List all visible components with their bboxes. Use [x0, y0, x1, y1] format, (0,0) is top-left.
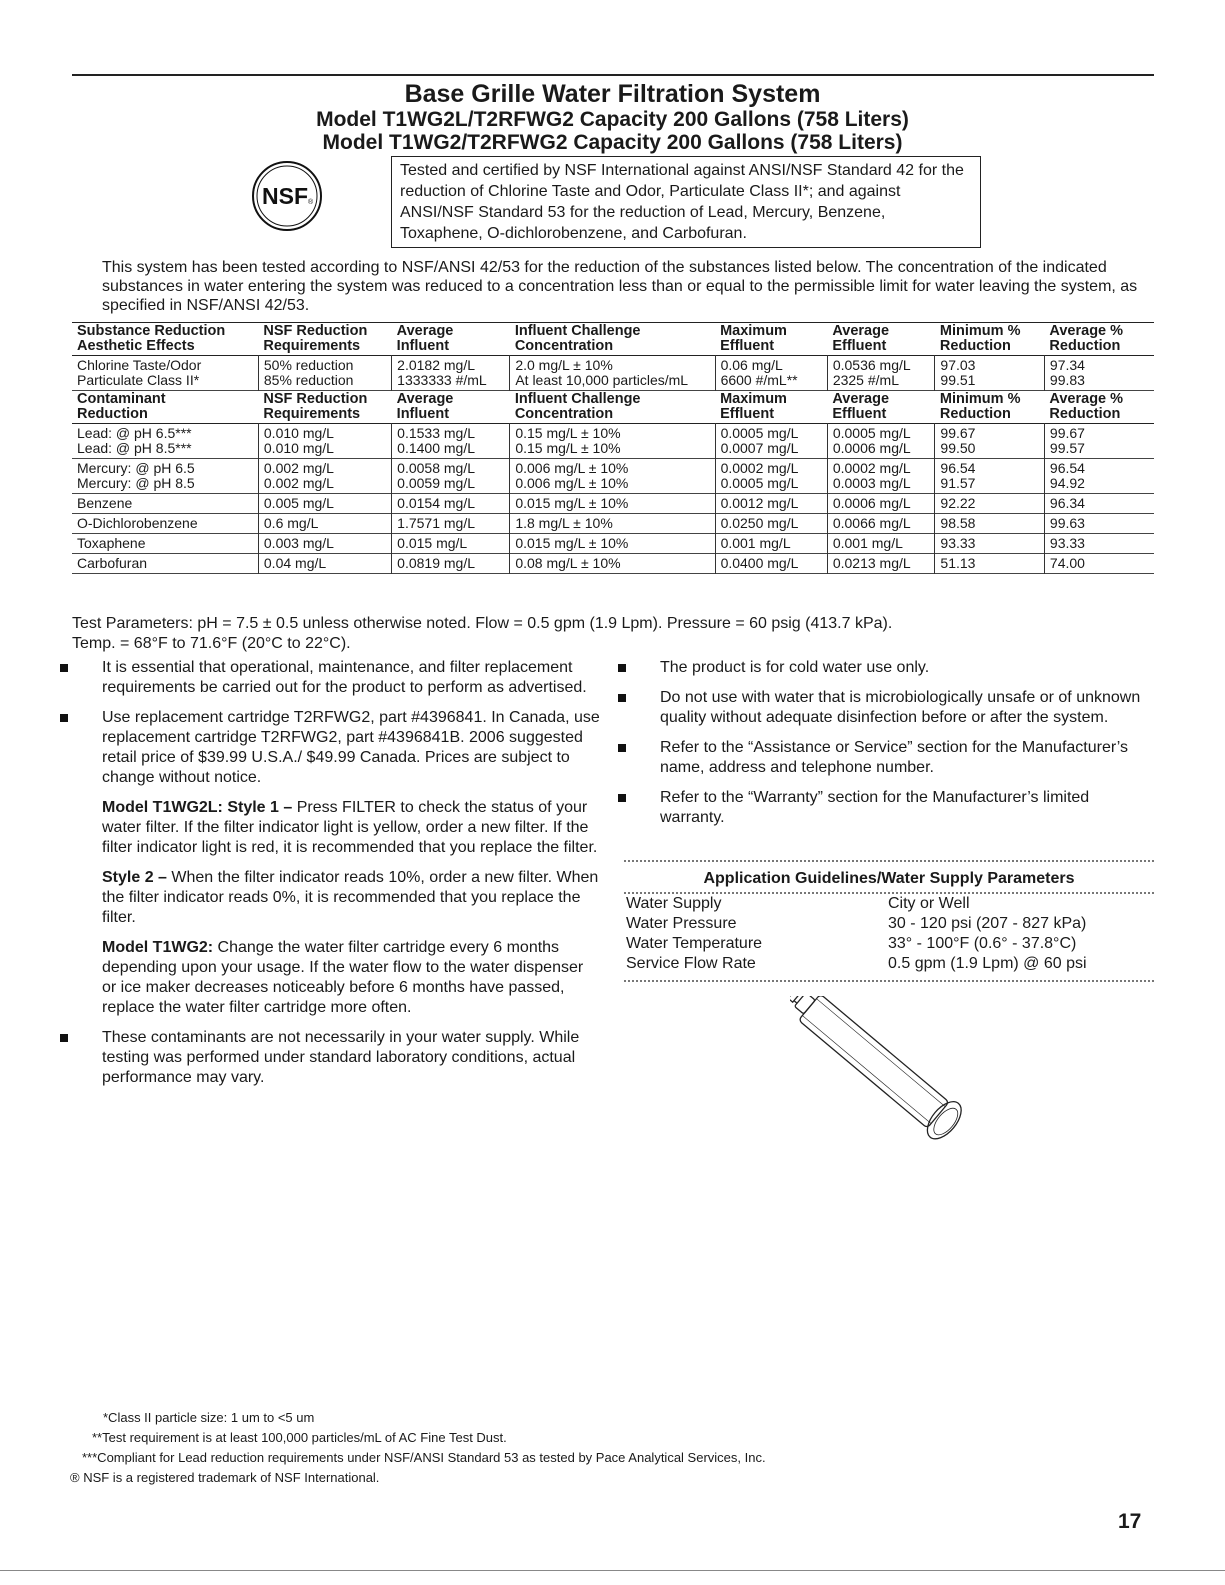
- table-cell-line: 6600 #/mL**: [720, 372, 798, 388]
- certification-box: Tested and certified by NSF International against ANSI/NSF Standard 42 for the reduction of Chlorine Taste and Odor, Particulate Class II*; and against ANSI/NSF Standard 53 for the reduction of Lead, Mercury, Benzene, Toxaphene, O-dichlorobenzene, and Carbofuran.: [391, 156, 981, 248]
- table-cell: [392, 424, 510, 459]
- list-item: [618, 738, 1158, 778]
- table-cell: [72, 514, 258, 534]
- table-cell: [72, 356, 258, 391]
- table-cell-line: 2.0 mg/L ± 10%: [515, 357, 613, 373]
- table-cell-line: 0.003 mg/L: [263, 535, 334, 551]
- table-cell: [258, 494, 391, 514]
- table-cell-line: Effluent: [832, 406, 887, 422]
- table-cell-line: 0.0005 mg/L: [720, 425, 799, 441]
- table-cell: [258, 554, 391, 574]
- table-cell-line: 93.33: [940, 535, 976, 551]
- table-cell-line: Influent: [396, 338, 450, 354]
- footnote: **Test requirement is at least 100,000 particles/mL of AC Fine Test Dust.: [92, 1430, 507, 1445]
- bullet-square-icon: [60, 664, 68, 672]
- table-cell: [258, 391, 391, 424]
- table-cell-line: Maximum: [720, 391, 787, 407]
- table-cell-line: Benzene: [77, 495, 133, 511]
- table-cell-line: 0.005 mg/L: [263, 495, 334, 511]
- table-cell-line: 98.58: [940, 515, 976, 531]
- table-cell: [510, 554, 715, 574]
- intro-paragraph: This system has been tested according to NSF/ANSI 42/53 for the reduction of the substances listed below. The concentration of the indicated substances in water entering the system was reduced to a concentration less than or equal to the permissible limit for water leaving the system, as specified in NSF/ANSI 42/53.: [102, 259, 1138, 314]
- table-cell: [827, 323, 935, 356]
- bullet-paragraph: [102, 938, 600, 1018]
- table-cell-line: Maximum: [720, 323, 787, 339]
- list-item: [618, 658, 1158, 678]
- table-cell: [258, 323, 391, 356]
- list-item: [60, 708, 600, 1018]
- table-cell-line: 0.0819 mg/L: [397, 555, 476, 571]
- table-row: [72, 554, 1154, 574]
- table-cell-line: 91.57: [940, 475, 976, 491]
- table-cell-line: 96.54: [940, 460, 976, 476]
- table-cell: [715, 554, 827, 574]
- table-cell-line: Mercury: @ pH 6.5: [77, 460, 195, 476]
- table-cell: [510, 514, 715, 534]
- table-cell-line: 0.015 mg/L ± 10%: [515, 495, 629, 511]
- table-cell-line: 99.51: [940, 372, 976, 388]
- table-cell: [72, 424, 258, 459]
- bullet-text: Press FILTER to check the status of your water filter. If the filter indicator light is yellow, order a new filter. If the filter indicator light is red, it is recommended that you replace the filter.: [102, 799, 598, 856]
- table-cell-line: 0.0059 mg/L: [397, 475, 476, 491]
- table-cell-line: 0.6 mg/L: [263, 515, 319, 531]
- table-cell: [258, 534, 391, 554]
- table-cell-line: Contaminant: [77, 391, 166, 407]
- footnotes: [0, 1408, 1100, 1488]
- nsf-logo-text: NSF: [262, 183, 308, 209]
- table-cell-line: Influent Challenge: [514, 323, 641, 339]
- table-cell-line: 0.015 mg/L ± 10%: [515, 535, 629, 551]
- model-label: Model T1WG2L: Style 1 –: [102, 799, 293, 816]
- table-cell: [935, 391, 1045, 424]
- table-row: [72, 494, 1154, 514]
- table-cell: [510, 323, 715, 356]
- table-cell-line: 85% reduction: [263, 372, 354, 388]
- application-row: [624, 934, 1154, 954]
- table-cell: [392, 534, 510, 554]
- table-cell: [935, 554, 1045, 574]
- application-row: [624, 914, 1154, 934]
- table-cell: [258, 356, 391, 391]
- table-cell-line: Lead: @ pH 6.5***: [77, 425, 192, 441]
- table-cell-line: 0.0400 mg/L: [720, 555, 799, 571]
- table-cell: [72, 323, 258, 356]
- bullet-square-icon: [60, 1034, 68, 1042]
- table-cell: [392, 514, 510, 534]
- table-cell-line: 0.015 mg/L: [397, 535, 468, 551]
- table-cell: [935, 494, 1045, 514]
- right-column: [618, 658, 1158, 838]
- table-cell: [935, 534, 1045, 554]
- table-cell-line: 97.34: [1049, 357, 1085, 373]
- table-cell-line: 0.0213 mg/L: [832, 555, 911, 571]
- footnote: ***Compliant for Lead reduction requirements under NSF/ANSI Standard 53 as tested by Pace Analytical Services, Inc.: [82, 1450, 766, 1465]
- table-cell-line: 0.0012 mg/L: [720, 495, 799, 511]
- table-cell-line: Effluent: [720, 406, 775, 422]
- table-cell: [510, 424, 715, 459]
- table-cell-line: Aesthetic Effects: [77, 338, 195, 354]
- table-cell-line: 50% reduction: [263, 357, 354, 373]
- table-cell-line: Toxaphene: [77, 535, 146, 551]
- table-cell: [72, 494, 258, 514]
- bullet-square-icon: [618, 794, 626, 802]
- performance-data-table: [72, 322, 1154, 574]
- table-cell-line: Minimum %: [939, 391, 1021, 407]
- table-cell: [72, 554, 258, 574]
- application-value: 0.5 gpm (1.9 Lpm) @ 60 psi: [888, 955, 1087, 972]
- table-cell-line: 0.0002 mg/L: [832, 460, 911, 476]
- table-cell: [510, 459, 715, 494]
- bullet-square-icon: [618, 694, 626, 702]
- application-value: 30 - 120 psi (207 - 827 kPa): [888, 915, 1087, 932]
- table-cell: [827, 391, 935, 424]
- table-cell: [935, 356, 1045, 391]
- table-cell-line: 99.50: [940, 440, 976, 456]
- table-cell-line: 96.34: [1049, 495, 1085, 511]
- list-item: [618, 688, 1158, 728]
- bullet-text: When the filter indicator reads 10%, order a new filter. When the filter indicator reads 0%, it is recommended that you replace the filter.: [102, 869, 599, 926]
- table-cell-line: Effluent: [720, 338, 775, 354]
- table-cell-line: 74.00: [1049, 555, 1085, 571]
- table-cell: [935, 323, 1045, 356]
- table-cell-line: 0.0250 mg/L: [720, 515, 799, 531]
- table-cell-line: Reduction: [1049, 406, 1121, 422]
- table-cell-line: Reduction: [939, 338, 1011, 354]
- table-cell-line: Concentration: [514, 406, 614, 422]
- table-cell: [1044, 494, 1154, 514]
- table-cell: [392, 356, 510, 391]
- table-cell-line: 93.33: [1049, 535, 1085, 551]
- table-cell: [935, 459, 1045, 494]
- table-cell-line: 0.0066 mg/L: [832, 515, 911, 531]
- list-item: [618, 788, 1158, 828]
- table-cell: [715, 391, 827, 424]
- left-column: [60, 658, 600, 1098]
- table-cell-line: 0.08 mg/L ± 10%: [515, 555, 621, 571]
- bullet-text: It is essential that operational, maintenance, and filter replacement requirements be carried out for the product to perform as advertised.: [102, 659, 587, 696]
- table-cell-line: Influent Challenge: [514, 391, 641, 407]
- table-cell: [258, 514, 391, 534]
- table-cell: [510, 391, 715, 424]
- table-cell: [827, 424, 935, 459]
- table-cell: [392, 494, 510, 514]
- table-cell-line: Mercury: @ pH 8.5: [77, 475, 195, 491]
- application-row: [624, 894, 1154, 914]
- bottom-rule: [0, 1570, 1225, 1571]
- table-cell-line: 96.54: [1049, 460, 1085, 476]
- table-cell-line: 99.63: [1049, 515, 1085, 531]
- table-cell-line: NSF Reduction: [263, 391, 368, 407]
- table-cell: [1044, 356, 1154, 391]
- bullet-text: The product is for cold water use only.: [660, 659, 930, 676]
- application-guidelines: [624, 860, 1154, 982]
- nsf-logo-icon: [251, 160, 323, 232]
- table-row: [72, 459, 1154, 494]
- table-cell-line: Reduction: [939, 406, 1011, 422]
- table-cell-line: Average: [396, 323, 454, 339]
- table-cell: [715, 356, 827, 391]
- table-cell-line: 0.002 mg/L: [263, 475, 334, 491]
- table-row: [72, 356, 1154, 391]
- table-cell-line: Average %: [1049, 323, 1124, 339]
- table-cell-line: 0.06 mg/L: [720, 357, 783, 373]
- table-cell: [1044, 424, 1154, 459]
- table-cell-line: Average %: [1049, 391, 1124, 407]
- table-cell: [1044, 459, 1154, 494]
- test-parameters-line-1: Test Parameters: pH = 7.5 ± 0.5 unless otherwise noted. Flow = 0.5 gpm (1.9 Lpm). Pressure = 60 psig (413.7 kPa).: [72, 615, 893, 632]
- table-cell-line: At least 10,000 particles/mL: [515, 372, 689, 388]
- bullet-square-icon: [618, 744, 626, 752]
- footnote: ® NSF is a registered trademark of NSF International.: [70, 1470, 380, 1485]
- table-cell-line: Reduction: [77, 406, 148, 422]
- table-cell: [1044, 391, 1154, 424]
- table-cell: [72, 534, 258, 554]
- table-cell-line: 0.04 mg/L: [263, 555, 327, 571]
- table-cell: [827, 534, 935, 554]
- table-row: [72, 514, 1154, 534]
- table-cell-line: Concentration: [514, 338, 614, 354]
- table-cell-line: 0.1400 mg/L: [397, 440, 476, 456]
- table-header-row: [72, 391, 1154, 424]
- application-row: [624, 954, 1154, 974]
- application-value: City or Well: [888, 895, 970, 912]
- table-cell-line: Chlorine Taste/Odor: [77, 357, 202, 373]
- table-cell-line: 99.67: [940, 425, 976, 441]
- bullet-text: Refer to the “Assistance or Service” section for the Manufacturer’s name, address and telephone number.: [660, 739, 1129, 776]
- model-capacity-line-2: Model T1WG2/T2RFWG2 Capacity 200 Gallons (758 Liters): [322, 131, 903, 154]
- table-cell-line: O-Dichlorobenzene: [77, 515, 198, 531]
- table-cell: [715, 424, 827, 459]
- table-cell: [392, 554, 510, 574]
- table-cell-line: Particulate Class II*: [77, 372, 200, 388]
- table-cell-line: Average: [396, 391, 454, 407]
- table-cell-line: 51.13: [940, 555, 976, 571]
- table-cell-line: 2325 #/mL: [832, 372, 899, 388]
- table-cell: [715, 514, 827, 534]
- table-cell: [1044, 514, 1154, 534]
- application-value: 33° - 100°F (0.6° - 37.8°C): [888, 935, 1077, 952]
- table-row: [72, 534, 1154, 554]
- table-cell-line: 0.010 mg/L: [263, 440, 334, 456]
- table-cell: [827, 459, 935, 494]
- application-key: Service Flow Rate: [626, 955, 756, 972]
- table-cell: [827, 554, 935, 574]
- table-cell-line: 0.001 mg/L: [832, 535, 903, 551]
- footnote: *Class II particle size: 1 um to <5 um: [103, 1410, 315, 1425]
- style-label: Style 2 –: [102, 869, 167, 886]
- table-cell: [715, 494, 827, 514]
- table-row: [72, 424, 1154, 459]
- dotted-divider: [624, 980, 1154, 982]
- table-cell-line: 0.0005 mg/L: [832, 425, 911, 441]
- page-title: Base Grille Water Filtration System: [404, 80, 821, 108]
- table-header-row: [72, 323, 1154, 356]
- table-cell-line: 0.006 mg/L ± 10%: [515, 460, 629, 476]
- model-capacity-line-1: Model T1WG2L/T2RFWG2 Capacity 200 Gallons (758 Liters): [316, 108, 909, 131]
- table-cell: [1044, 554, 1154, 574]
- table-cell-line: 97.03: [940, 357, 976, 373]
- table-cell-line: 0.0058 mg/L: [397, 460, 476, 476]
- table-cell: [258, 459, 391, 494]
- top-rule: [72, 74, 1154, 76]
- table-cell-line: Requirements: [263, 406, 361, 422]
- table-cell: [72, 391, 258, 424]
- table-cell-line: 2.0182 mg/L: [397, 357, 476, 373]
- table-cell-line: Average: [832, 323, 890, 339]
- bullet-square-icon: [618, 664, 626, 672]
- table-cell-line: 0.0006 mg/L: [832, 495, 911, 511]
- table-cell-line: 0.0154 mg/L: [397, 495, 476, 511]
- bullet-text: These contaminants are not necessarily in your water supply. While testing was performed under standard laboratory conditions, actual performance may vary.: [102, 1029, 580, 1086]
- table-cell: [392, 323, 510, 356]
- application-key: Water Temperature: [626, 935, 763, 952]
- table-cell-line: 0.001 mg/L: [720, 535, 791, 551]
- table-cell-line: 0.0002 mg/L: [720, 460, 799, 476]
- table-cell-line: Average: [832, 391, 890, 407]
- table-cell: [935, 514, 1045, 534]
- table-cell: [827, 494, 935, 514]
- table-cell: [392, 459, 510, 494]
- table-cell-line: 0.0536 mg/L: [832, 357, 911, 373]
- table-cell-line: 99.83: [1049, 372, 1085, 388]
- table-cell: [510, 356, 715, 391]
- application-key: Water Pressure: [626, 915, 737, 932]
- table-cell-line: 0.15 mg/L ± 10%: [515, 425, 621, 441]
- table-cell: [827, 514, 935, 534]
- table-cell-line: Requirements: [263, 338, 361, 354]
- table-cell: [392, 391, 510, 424]
- model-label: Model T1WG2:: [102, 939, 214, 956]
- page-number: 17: [1118, 1510, 1142, 1533]
- table-cell-line: 94.92: [1049, 475, 1085, 491]
- water-filter-cartridge-illustration: [790, 996, 990, 1156]
- table-cell-line: 0.0003 mg/L: [832, 475, 911, 491]
- test-parameters: [72, 614, 1154, 654]
- table-cell-line: 0.002 mg/L: [263, 460, 334, 476]
- table-cell-line: 0.1533 mg/L: [397, 425, 476, 441]
- table-cell-line: 0.0007 mg/L: [720, 440, 799, 456]
- table-cell-line: 92.22: [940, 495, 976, 511]
- table-cell-line: 0.010 mg/L: [263, 425, 334, 441]
- table-cell-line: 99.67: [1049, 425, 1085, 441]
- table-cell: [715, 534, 827, 554]
- table-cell-line: Reduction: [1049, 338, 1121, 354]
- list-item: [60, 658, 600, 698]
- bullet-square-icon: [60, 714, 68, 722]
- table-cell-line: Lead: @ pH 8.5***: [77, 440, 192, 456]
- bullet-text: Do not use with water that is microbiologically unsafe or of unknown quality without adequate disinfection before or after the system.: [660, 689, 1141, 726]
- table-cell: [715, 459, 827, 494]
- table-cell-line: NSF Reduction: [263, 323, 368, 339]
- table-cell-line: Minimum %: [939, 323, 1021, 339]
- table-cell: [827, 356, 935, 391]
- table-cell-line: 1.7571 mg/L: [397, 515, 476, 531]
- table-cell: [1044, 534, 1154, 554]
- application-guidelines-title: Application Guidelines/Water Supply Parameters: [703, 870, 1075, 887]
- table-cell-line: 99.57: [1049, 440, 1085, 456]
- table-cell-line: Carbofuran: [77, 555, 148, 571]
- table-cell: [1044, 323, 1154, 356]
- bullet-text: Use replacement cartridge T2RFWG2, part #4396841. In Canada, use replacement cartridge T2RFWG2, part #4396841B. 2006 suggested retail price of $39.99 U.S.A./ $49.99 Canada. Prices are subject to change without notice.: [102, 709, 600, 786]
- application-key: Water Supply: [626, 895, 722, 912]
- table-cell: [72, 459, 258, 494]
- table-cell: [935, 424, 1045, 459]
- bullet-text: Refer to the “Warranty” section for the Manufacturer’s limited warranty.: [660, 789, 1090, 826]
- table-cell: [510, 534, 715, 554]
- table-cell-line: 0.0006 mg/L: [832, 440, 911, 456]
- table-cell-line: Effluent: [832, 338, 887, 354]
- table-cell-line: 0.006 mg/L ± 10%: [515, 475, 629, 491]
- bullet-paragraph: [102, 798, 600, 858]
- svg-text:®: ®: [308, 199, 314, 206]
- bullet-paragraph: [102, 868, 600, 928]
- table-cell: [510, 494, 715, 514]
- table-cell-line: 0.15 mg/L ± 10%: [515, 440, 621, 456]
- table-cell-line: Substance Reduction: [77, 323, 226, 339]
- test-parameters-line-2: Temp. = 68°F to 71.6°F (20°C to 22°C).: [72, 635, 351, 652]
- table-cell: [258, 424, 391, 459]
- table-cell-line: 0.0005 mg/L: [720, 475, 799, 491]
- bullet-text: Change the water filter cartridge every 6 months depending upon your usage. If the water flow to the water dispenser or ice maker decreases noticeably before 6 months have passed, replace the water filter cartridge more often.: [102, 939, 584, 1016]
- table-cell-line: Influent: [396, 406, 450, 422]
- table-cell-line: 1.8 mg/L ± 10%: [515, 515, 613, 531]
- list-item: [60, 1028, 600, 1088]
- table-cell-line: 1333333 #/mL: [397, 372, 487, 388]
- table-cell: [715, 323, 827, 356]
